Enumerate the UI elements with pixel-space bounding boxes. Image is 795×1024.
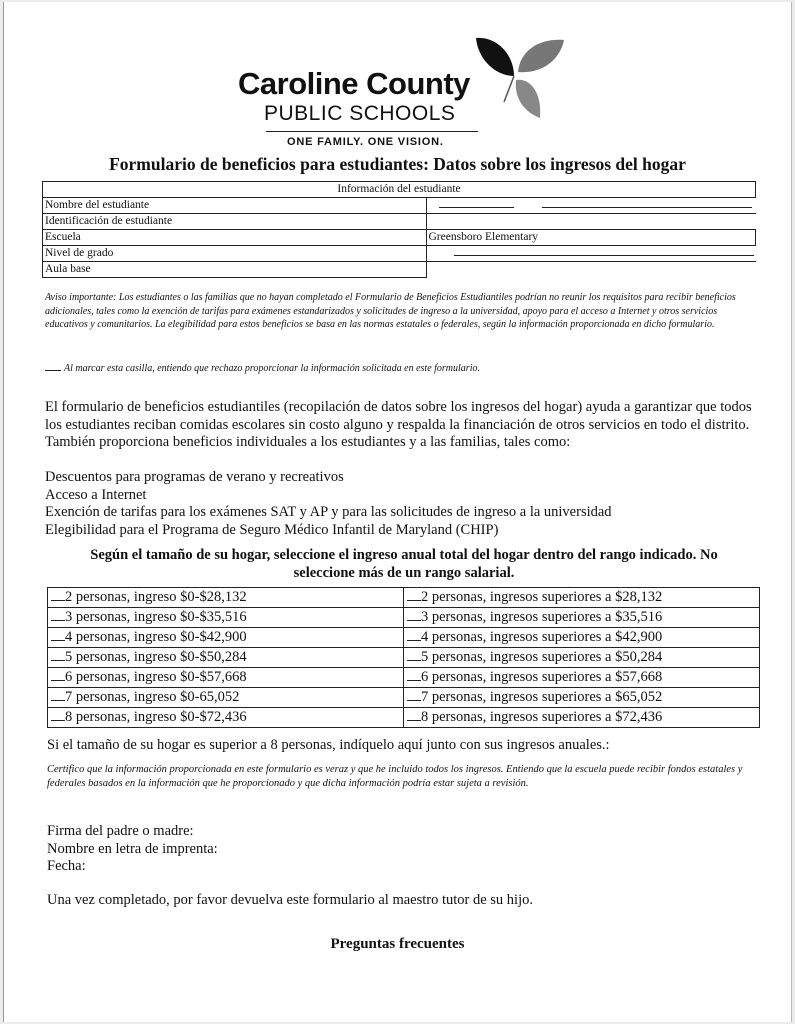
income-option[interactable]: 5 personas, ingresos superiores a $50,284 (404, 648, 760, 668)
income-option[interactable]: 3 personas, ingresos superiores a $35,516 (404, 608, 760, 628)
table-row (43, 262, 756, 278)
student-name-label: Nombre del estudiante (43, 198, 427, 214)
table-row (48, 588, 760, 608)
student-info-table (42, 181, 756, 278)
certification-text: Certifico que la información proporcionada en este formulario es veraz y que he incluido todos los ingresos. Entiendo que la escuela puede recibir fondos estatales y federales basados en la información que he proporcionado y que dicha información podría estar sujeta a revisión. (47, 764, 743, 789)
student-info-header: Información del estudiante (43, 182, 756, 198)
income-option[interactable]: 3 personas, ingreso $0-$35,516 (48, 608, 404, 628)
opt-out-checkbox[interactable] (45, 370, 61, 371)
logo-title: Caroline County (238, 66, 470, 101)
intro-paragraph: El formulario de beneficios estudiantiles (recopilación de datos sobre los ingresos del hogar) ayuda a garantizar que todos los estudiantes reciban comidas escolares sin costo alguno y respalda la financiación de otros servicios en todo el distrito. También proporciona beneficios individuales a los estudiantes y a las familias, tales como: (45, 399, 752, 450)
student-id-field[interactable] (426, 214, 756, 230)
opt-out-line (45, 362, 755, 376)
table-row (43, 214, 756, 230)
school-label: Escuela (43, 230, 427, 246)
income-option[interactable]: 4 personas, ingreso $0-$42,900 (48, 628, 404, 648)
parent-signature-field[interactable]: Firma del padre o madre: (47, 823, 194, 839)
table-row (48, 708, 760, 728)
leaves-logo-icon (466, 32, 566, 124)
school-value[interactable]: Greensboro Elementary (426, 230, 756, 246)
income-option[interactable]: 5 personas, ingreso $0-$50,284 (48, 648, 404, 668)
logo-tagline: ONE FAMILY. ONE VISION. (287, 136, 444, 148)
table-row (43, 198, 756, 214)
income-option[interactable]: 7 personas, ingreso $0-65,052 (48, 688, 404, 708)
homeroom-label: Aula base (43, 262, 427, 278)
income-option[interactable]: 6 personas, ingresos superiores a $57,668 (404, 668, 760, 688)
income-option[interactable]: 4 personas, ingresos superiores a $42,900 (404, 628, 760, 648)
list-item: Acceso a Internet (45, 486, 147, 503)
homeroom-field[interactable] (426, 262, 756, 278)
student-name-field[interactable] (426, 198, 756, 214)
income-option[interactable]: 8 personas, ingreso $0-$72,436 (48, 708, 404, 728)
logo-subtitle: PUBLIC SCHOOLS (264, 102, 456, 125)
grade-level-label: Nivel de grado (43, 246, 427, 262)
signature-block (47, 823, 447, 876)
printed-name-field[interactable]: Nombre en letra de imprenta: (47, 840, 218, 857)
return-instruction: Una vez completado, por favor devuelva este formulario al maestro tutor de su hijo. (47, 892, 533, 908)
income-table (47, 587, 760, 728)
income-option[interactable]: 6 personas, ingreso $0-$57,668 (48, 668, 404, 688)
document-page (3, 2, 792, 1022)
table-row (43, 246, 756, 262)
grade-level-field[interactable] (426, 246, 756, 262)
table-row (43, 230, 756, 246)
income-option[interactable]: 8 personas, ingresos superiores a $72,436 (404, 708, 760, 728)
table-row (48, 608, 760, 628)
benefits-list (45, 469, 757, 539)
opt-out-text: Al marcar esta casilla, entiendo que rechazo proporcionar la información solicitada en este formulario. (64, 363, 480, 374)
income-option[interactable]: 2 personas, ingresos superiores a $28,132 (404, 588, 760, 608)
list-item: Descuentos para programas de verano y recreativos (45, 469, 344, 485)
table-row (48, 648, 760, 668)
income-option[interactable]: 2 personas, ingreso $0-$28,132 (48, 588, 404, 608)
logo-divider (266, 131, 478, 132)
form-title: Formulario de beneficios para estudiantes: Datos sobre los ingresos del hogar (109, 154, 686, 174)
table-row (48, 688, 760, 708)
table-row (48, 668, 760, 688)
faq-heading: Preguntas frecuentes (330, 936, 465, 952)
table-row (48, 628, 760, 648)
income-option[interactable]: 7 personas, ingresos superiores a $65,052 (404, 688, 760, 708)
date-field[interactable]: Fecha: (47, 858, 86, 874)
important-notice: Aviso importante: Los estudiantes o las familias que no hayan completado el Formulario de Beneficios Estudiantiles podrían no reunir los requisitos para recibir beneficios adicionales, tales como la exención de tarifas para exámenes estandarizados y solicitudes de ingreso a la universidad, apoyo para el acceso a Internet y otros servicios educativos y comunitarios. La elegibilidad para estos beneficios se basa en las normas estatales o federales, según la información proporcionada en dicho formulario. (45, 292, 736, 330)
income-instruction: Según el tamaño de su hogar, seleccione el ingreso anual total del hogar dentro del rango indicado. No seleccione más de un rango salarial. (90, 547, 718, 581)
household-over-8-prompt: Si el tamaño de su hogar es superior a 8 personas, indíquelo aquí junto con sus ingresos anuales.: (47, 737, 610, 753)
list-item: Exención de tarifas para los exámenes SAT y AP y para las solicitudes de ingreso a la universidad (45, 504, 612, 520)
list-item: Elegibilidad para el Programa de Seguro Médico Infantil de Maryland (CHIP) (45, 521, 499, 538)
student-id-label: Identificación de estudiante (43, 214, 427, 230)
